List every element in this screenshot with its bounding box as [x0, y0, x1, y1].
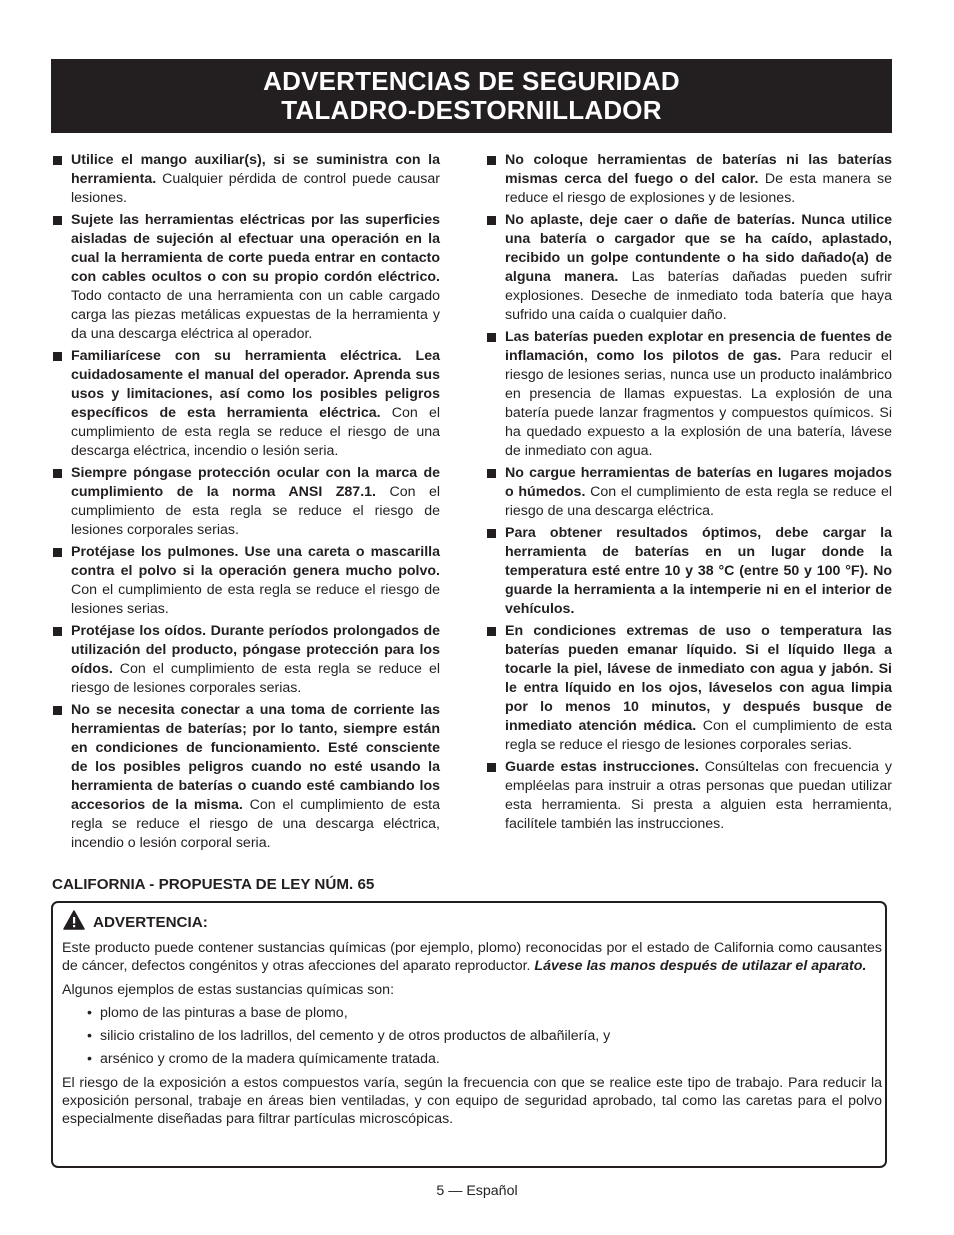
left-column: [52, 151, 440, 856]
safety-item-bold: En condiciones extremas de uso o temperatura las baterías pueden emanar líquido. Si el líquido llega a tocarle la piel, lávese de inmediato con agua y jabón. Si le entra líquido en los ojos, láveselos con agua limpia por lo menos 10 minutos, y después busque de inmediato atención médica.: [505, 623, 892, 734]
safety-item-bold: No cargue herramientas de baterías en lugares mojados o húmedos.: [505, 465, 892, 500]
square-bullet-icon: [487, 763, 496, 772]
safety-item: [486, 464, 892, 521]
warning-label: ADVERTENCIA:: [93, 913, 208, 931]
square-bullet-icon: [487, 529, 496, 538]
list-item: [62, 1027, 882, 1045]
safety-item: [486, 211, 892, 324]
safety-item-text: Con el cumplimiento de esta regla se reduce el riesgo de una descarga eléctrica.: [505, 483, 892, 519]
safety-item-text: Con el cumplimiento de esta regla se reduce el riesgo de una descarga eléctrica, incendio o lesión corporal seria.: [71, 796, 440, 851]
bullet-dot-icon: •: [87, 1028, 92, 1045]
list-item-text: arsénico y cromo de la madera químicamente tratada.: [100, 1051, 440, 1068]
safety-item-text: Consúltelas con frecuencia y empléelas para instruir a otras personas que puedan utilizar esta herramienta. Si presta a alguien esta herramienta, facilítele también las instrucciones.: [505, 759, 893, 832]
warning-triangle-icon: [63, 910, 85, 935]
examples-intro: Algunos ejemplos de estas sustancias químicas son:: [62, 981, 395, 998]
safety-item-bold: Para obtener resultados óptimos, debe cargar la herramienta de baterías en un lugar donde la temperatura esté entre 10 y 38 °C (entre 50 y 100 °F). No guarde la herramienta a la intemperie ni en el interior de vehículos.: [505, 525, 892, 617]
square-bullet-icon: [53, 156, 62, 165]
safety-item: [486, 758, 892, 834]
safety-item-bold: No coloque herramientas de baterías ni las baterías mismas cerca del fuego o del calor.: [505, 152, 892, 187]
safety-item-bold: Protéjase los pulmones. Use una careta o mascarilla contra el polvo si la operación genera mucho polvo.: [71, 544, 440, 580]
bullet-dot-icon: •: [87, 1004, 92, 1021]
square-bullet-icon: [487, 469, 496, 478]
safety-item-text: Con el cumplimiento de esta regla se reduce el riesgo de una descarga eléctrica, incendio o lesión seria.: [71, 404, 440, 459]
safety-item: [52, 701, 440, 852]
page-title-line-2: TALADRO-DESTORNILLADOR: [281, 95, 662, 125]
safety-item-bold: Sujete las herramientas eléctricas por las superficies aisladas de sujeción al efectuar una operación en la cual la herramienta de corte pueda entrar en contacto con cables ocultos o con su propio cordón eléctrico.: [71, 212, 440, 285]
safety-item-text: Con el cumplimiento de esta regla se reduce el riesgo de lesiones corporales serias.: [505, 717, 892, 753]
list-item-text: silicio cristalino de los ladrillos, del cemento y de otros productos de albañilería, y: [100, 1028, 611, 1045]
page-title-line-1: ADVERTENCIAS DE SEGURIDAD: [263, 66, 680, 96]
square-bullet-icon: [53, 627, 62, 636]
safety-item-text: De esta manera se reduce el riesgo de explosiones y de lesiones.: [505, 170, 892, 206]
safety-item: [52, 211, 440, 343]
safety-item: [486, 622, 892, 754]
square-bullet-icon: [487, 627, 496, 636]
square-bullet-icon: [53, 469, 62, 478]
safety-item-bold: Guarde estas instrucciones.: [505, 759, 699, 776]
square-bullet-icon: [487, 333, 496, 342]
warning-body: [62, 939, 882, 1134]
bullet-dot-icon: •: [87, 1051, 92, 1068]
safety-item: [52, 622, 440, 698]
exposure-paragraph: El riesgo de la exposición a estos compuestos varía, según la frecuencia con que se realice este tipo de trabajo. Para reducir la exposición personal, trabaje en áreas bien ventiladas, y con equipo de seguridad aprobado, tal como las caretas para el polvo especialmente diseñadas para filtrar partículas microscópicas.: [62, 1074, 882, 1128]
safety-item-text: Con el cumplimiento de esta regla se reduce el riesgo de lesiones serias.: [71, 581, 440, 617]
wash-hands-emphasis: Lávese las manos después de utilazar el aparato.: [534, 958, 867, 975]
square-bullet-icon: [487, 156, 496, 165]
chemical-examples-list: [62, 1004, 882, 1069]
safety-item-bold: Siempre póngase protección ocular con la marca de cumplimiento de la norma ANSI Z87.1.: [71, 465, 440, 500]
warning-header: [63, 910, 208, 935]
page-title-bar: [51, 59, 892, 133]
list-item: [62, 1050, 882, 1068]
list-item: [62, 1004, 882, 1022]
right-column: [486, 151, 892, 837]
warning-paragraph-text: Este producto puede contener sustancias químicas (por ejemplo, plomo) reconocidas por el estado de California como causantes de cáncer, defectos congénitos y otras afecciones del aparato reproductor.: [62, 940, 882, 975]
safety-item-bold: Familiarícese con su herramienta eléctrica. Lea cuidadosamente el manual del operador. Aprenda sus usos y limitaciones, así como los posibles peligros específicos de esta herramienta eléctrica.: [71, 348, 440, 421]
safety-item-bold: Las baterías pueden explotar en presencia de fuentes de inflamación, como los pilotos de gas.: [505, 329, 892, 365]
safety-item: [52, 151, 440, 208]
safety-item-text: Con el cumplimiento de esta regla se reduce el riesgo de lesiones corporales serias.: [71, 661, 440, 696]
safety-item: [52, 464, 440, 540]
safety-item-text: Cualquier pérdida de control puede causar lesiones.: [71, 170, 440, 206]
safety-item: [486, 151, 892, 208]
square-bullet-icon: [53, 352, 62, 361]
safety-item-bold: No aplaste, deje caer o dañe de baterías. Nunca utilice una batería o cargador que se ha caído, aplastado, recibido un golpe contundente o ha sido dañado(a) de alguna manera.: [505, 212, 892, 285]
safety-item-text: Las baterías dañadas pueden sufrir explosiones. Deseche de inmediato toda batería que haya sufrido una caída o cualquier daño.: [505, 268, 892, 323]
square-bullet-icon: [53, 216, 62, 225]
square-bullet-icon: [487, 216, 496, 225]
page-footer: 5 — Español: [436, 1183, 518, 1199]
square-bullet-icon: [53, 548, 62, 557]
california-prop65-heading: CALIFORNIA - PROPUESTA DE LEY NÚM. 65: [52, 876, 375, 893]
warning-paragraph: [62, 939, 882, 976]
safety-item-bold: Utilice el mango auxiliar(s), si se suministra con la herramienta.: [71, 152, 440, 187]
list-item-text: plomo de las pinturas a base de plomo,: [100, 1004, 348, 1021]
square-bullet-icon: [53, 706, 62, 715]
safety-item: [486, 524, 892, 619]
safety-item: [52, 543, 440, 619]
safety-item-text: Para reducir el riesgo de lesiones serias, nunca use un producto inalámbrico en presencia de llamas expuestas. La explosión de una batería puede lanzar fragmentos y compuestos químicos. Si ha quedado expuesto a la explosión de una batería, lávese de inmediato con agua.: [505, 348, 893, 459]
safety-item-bold: No se necesita conectar a una toma de corriente las herramientas de baterías; por lo tanto, siempre están en condiciones de funcionamiento. Esté consciente de los posibles peligros cuando no esté usando la herramienta de baterías o cuando esté cambiando los accesorios de la misma.: [71, 702, 440, 813]
safety-item-bold: Protéjase los oídos. Durante períodos prolongados de utilización del producto, póngase protección para los oídos.: [71, 623, 440, 678]
prop65-warning-box: [51, 901, 887, 1168]
safety-item: [52, 347, 440, 460]
safety-item-text: Todo contacto de una herramienta con un cable cargado carga las piezas metálicas expuestas de la herramienta y da una descarga eléctrica al operador.: [71, 287, 440, 342]
safety-item-text: Con el cumplimiento de esta regla se reduce el riesgo de lesiones corporales serias.: [71, 483, 440, 538]
safety-item: [486, 328, 892, 460]
